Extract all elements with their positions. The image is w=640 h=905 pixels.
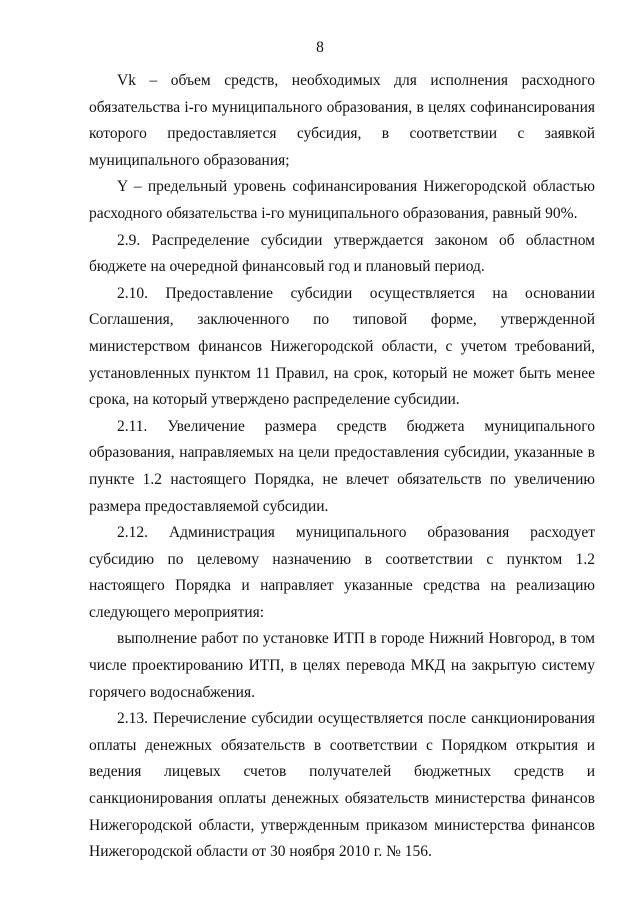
paragraph-2-12: 2.12. Администрация муниципального образования расходует субсидию по целевому назначению в соответствии с пунктом 1.2 настоящего Порядка и направляет указанные средства на реализацию следующего мероприятия:	[89, 524, 595, 621]
paragraph-2-11: 2.11. Увеличение размера средств бюджета муниципального образования, направляемых на цели предоставления субсидии, указанные в пункте 1.2 настоящего Порядка, не влечет обязательств по увеличению размера предоставляемой субсидии.	[89, 417, 595, 515]
paragraph-2-13: 2.13. Перечисление субсидии осуществляется после санкционирования оплаты денежных обязательств в соответствии с Порядком открытия и ведения лицевых счетов получателей бюджетных средств и санкционирования оплаты денежных обязательств министерства финансов Нижегородской области, утвержденным приказом министерства финансов Нижегородской области от 30 ноября 2010 г. № 156.	[89, 710, 595, 861]
paragraph-2-9: 2.9. Распределение субсидии утверждается законом об областном бюджете на очередной финансовый год и плановый период.	[89, 231, 595, 276]
paragraph-y-definition: Y – предельный уровень софинансирования Нижегородской областью расходного обязательства i-го муниципального образования, равный 90%.	[89, 178, 595, 222]
page-number: 8	[316, 39, 324, 56]
paragraph-2-10: 2.10. Предоставление субсидии осуществляется на основании Соглашения, заключенного по типовой форме, утвержденной министерством финансов Нижегородской области, с учетом требований, установленных пунктом 11 Правил, на срок, который не может быть менее срока, на который утверждено распределение субсидии.	[89, 284, 595, 409]
paragraph-activity: выполнение работ по установке ИТП в городе Нижний Новгород, в том числе проектированию ИТП, в целях перевода МКД на закрытую систему горячего водоснабжения.	[89, 630, 595, 701]
document-body	[89, 68, 595, 866]
paragraph-vk-definition: Vk – объем средств, необходимых для исполнения расходного обязательства i-го муниципального образования, в целях софинансирования которого предоставляется субсидия, в соответствии с заявкой муниципального образования;	[89, 72, 595, 169]
